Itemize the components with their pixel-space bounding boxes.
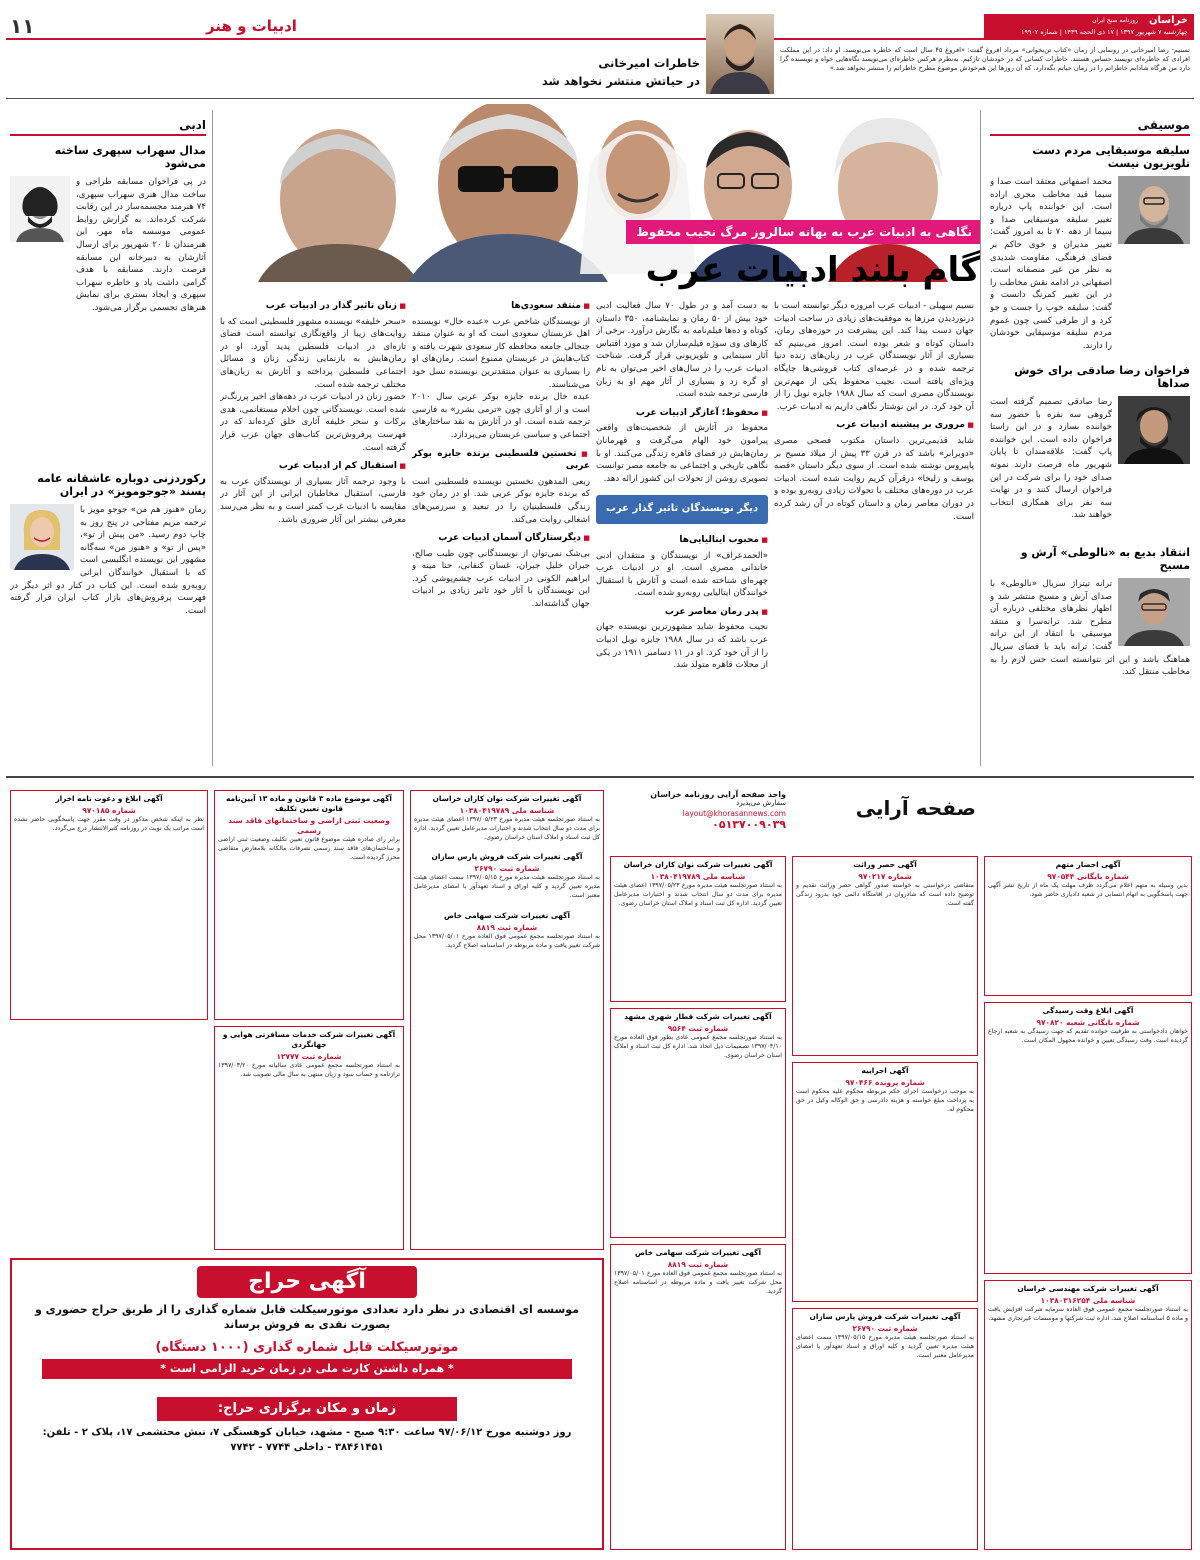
ad-box-1 [610,856,786,1002]
music-text-2: رضا صادقی تصمیم گرفته است گروهی سه نفره با حضور سه خواننده بسازد و در این راستا فراخوان داده است. این خواننده پاپ گفت: علاقه‌مندان تا پایان شهریور ماه فرصت دارند نمونه صدای خود را برای شرکت در این فراخوان ارسال کنند و در نهایت سه نفر برای همکاری انتخاب خواهند شد. [990,397,1112,521]
layout-section-title: صفحه آرایی [855,796,976,820]
divider [980,110,981,766]
subhead-reception: ■ استقبال کم از ادبیات عرب [220,460,406,473]
divider [212,110,213,766]
ad-number: شماره بایگانی شعبه ۹۷۰۸۲۰ [1036,1018,1140,1027]
logo-text: خراسان [1149,15,1188,26]
ad-body: به استناد صورتجلسه مجمع عمومی فوق العاده مورخ ۱۳۹۷/۰۵/۰۱ محل شرکت تغییر یافت و ماده مربوطه در اساسنامه اصلاح گردید. [414,932,600,949]
page-number: ۱۱ [10,14,35,38]
ad-title: آگهی تغییرات شرکت قطار شهری مشهد [624,1012,772,1021]
ad-title: آگهی تغییرات شرکت فروش پارس سازان [809,1312,961,1321]
ad-body: متقاضی درخواستی به خواسته صدور گواهی حصر وراثت تقدیم و توضیح داده است که شادروان در اقامتگاه دائمی خود بدرود زندگی گفته است. [796,882,974,907]
ad-title: آگهی تغییرات شرکت مهندسی خراسان [1017,1284,1159,1293]
ad-title: آگهی اجراییه [861,1066,909,1075]
article-col-2-text: به دست آمد و در طول ۷۰ سال فعالیت ادبی خود بیش از ۵۰ رمان و نمایشنامه، ۳۵۰ داستان کوتاه و ده‌ها فیلم‌نامه به نگارش درآورد. برخی از کارهای وی سوژه فیلم‌سازان شد و مورد اقتباس آثار سینمایی و تلویزیونی قرار گرفت. شناخت ادبیات عرب را در سال‌های اخیر می‌توان به نام او گره زد و بسیاری از آثار مهم او به زبان فارسی ترجمه شده است. [596,301,768,400]
layout-email[interactable]: layout@khorasannews.com [682,809,786,818]
esfahani-photo [1118,176,1190,244]
right-section-head: موسیقی [990,118,1190,136]
ad-box-5 [984,1002,1192,1274]
sepehri-photo [10,176,70,242]
divider [6,98,1194,99]
layout-contact-sub: سفارش می‌پذیرد [736,799,786,807]
ad-box-6 [214,790,404,1020]
ad-number: شماره پرونده ۹۷۰۴۶۶ [845,1078,925,1087]
ad-body: به استناد صورتجلسه مجمع عمومی فوق العاده سرمایه شرکت افزایش یافت و ماده ۵ اساسنامه اصلاح شد. اداره ثبت شرکتها و موسسات غیرتجاری مشهد. [988,1306,1188,1322]
music-text-1: محمد اصفهانی معتقد است صدا و سیما قید مخاطب مجری اراده است. این خواننده پاپ درباره تغییر سلیقه موسیقایی صدا و سیما از دهه ۷۰ تا به امروز گفت: تغییر مدیران و خوی حاکم بر فضای فرهنگی، مقاومت شدیدی به نظر من غیر منصفانه است. اصفهانی در ادامه نقش مخاطب را در این تغییر کمرنگ دانست و گفت: سلیقه خوب را جست و جو کرد و از طرفی کسی چون عموم مردم سلیقه موسیقایی خودشان را دارند. [990,177,1112,351]
ad-box-11 [10,790,208,1020]
ad-number: شماره ثبت ۹۵۶۴ [667,1024,729,1033]
auction-title: آگهی حراج [197,1266,417,1298]
subhead-father-text: نجیب محفوظ شاید مشهورترین نویسنده جهان عرب باشد که در سال ۱۹۸۸ جایزه نوبل ادبیات را از آن خود کرد. او در ۱۱ دسامبر ۱۹۱۱ در یکی از محلات قاهره متولد شد. [596,622,768,671]
left-section-head: ادبی [10,118,206,136]
right-column [990,118,1190,766]
ad-title: آگهی حصر وراثت [853,860,917,869]
subhead-reception-text: با وجود ترجمه آثار بسیاری از نویسندگان عرب به فارسی، استقبال مخاطبان ایرانی از این آثار در مقایسه با ادبیات غرب کمتر است و به نظر می‌رسد معرفی بیشتر این آثار ضروری باشد. [220,476,406,525]
auction-note: * همراه داشتن کارت ملی در زمان خرید الزامی است * [42,1359,572,1379]
auction-ad [10,1258,604,1550]
ad-box-filler [410,790,604,1250]
ad-title: آگهی احضار متهم [1055,860,1121,869]
ad-number: شناسه ملی ۱۰۳۸۰۴۱۹۷۸۹ [459,806,555,815]
feature-headline: گام بلند ادبیات عرب [645,250,980,290]
header-logo-box [984,14,1194,40]
subhead-italy: ■ محبوب ایتالیایی‌ها [596,534,768,547]
ad-body: به استناد صورتجلسه مجمع عمومی عادی سالیانه مورخ ۱۳۹۷/۰۳/۲۰ ترازنامه و حساب سود و زیان منتهی به سال مالی تصویب شد. [218,1062,400,1078]
article-col-4 [220,300,406,766]
ad-title: آگهی تغییرات شرکت فروش پارس سازان [431,852,583,862]
article-col-4-text: «سحر خلیفه» نویسنده مشهور فلسطینی است که با روایت‌های زیبا از واقع‌نگاری توانسته است فضای تازه‌ای در ادبیات فلسطین پدید آورد. او در رمان‌هایش به بازنمایی زندگی زنان و مسائل اجتماعی فلسطین پرداخته و آثارش به زبان‌های مختلف ترجمه شده است. [220,316,406,390]
divider [6,776,1194,778]
ad-body: به استناد صورتجلسه هیئت مدیره مورخ ۱۳۹۷/۰۵/۱۵ سمت اعضای هیئت مدیره تعیین گردید و کلیه اوراق و اسناد تعهدآور با امضای مدیرعامل معتبر است. [414,874,600,899]
ad-title: آگهی تغییرات شرکت خدمات مسافرتی هوایی و جهانگردی [222,1030,396,1049]
ad-body: به استناد صورتجلسه هیئت مدیره مورخ ۱۳۹۷/۰۵/۲۳ اعضای هیئت مدیره برای مدت دو سال انتخاب شدند و اختیارات مدیرعامل تعیین گردید. اداره کل ثبت اسناد و املاک استان خراسان رضوی. [614,882,782,907]
top-header [6,14,1194,40]
subhead-palestinian: ■ تخستین فلسطینی برنده جایزه بوکر عربی [412,448,590,473]
moyes-photo [10,504,74,570]
left-column [10,118,206,766]
ad-number: شماره ثبت ۸۸۱۹ [476,922,538,932]
music-title-3: انتقاد بدیع به «نالوطی» آرش و مسیح [1020,546,1190,572]
teaser-title-2: در حیاتش منتشر نخواهد شد [541,74,700,88]
ad-number: شماره ثبت ۸۸۱۹ [667,1260,729,1269]
layout-promo [610,790,976,850]
layout-contact: واحد صفحه آرایی روزنامه خراسان [650,790,786,799]
ad-title: آگهی ابلاغ وقت رسیدگی [1042,1006,1134,1015]
subhead-father: ■ پدر رمان معاصر عرب [596,606,768,619]
sadeghi-photo [1118,396,1190,464]
ad-body: نظر به اینکه شخص مذکور در وقت مقرر جهت پاسخگویی حاضر نشده است مراتب یک نوبت در روزنامه کثیرالانتشار درج می‌گردد. [14,816,204,832]
subhead-stars-text: بی‌شک نمی‌توان از نویسندگانی چون طیب صالح، جبران خلیل جبران، غسان کنفانی، حنا مینه و ابراهیم الکونی در ادبیات عرب چشم‌پوشی کرد. این نویسندگان با آثار خود تاثیر زیادی بر ادبیات جهان گذاشته‌اند. [412,548,590,610]
ad-number: شماره بایگانی ۹۷۰۵۴۴ [1047,872,1129,881]
ad-box-7 [214,1026,404,1250]
subhead-palestinian-text: ربعی المدهون نخستین نویسنده فلسطینی است که برنده جایزه بوکر عربی شد. او در رمان خود زندگی فلسطینیان را در تبعید و سرزمین‌های اشغالی روایت می‌کند. [412,476,590,525]
article-col-2 [596,300,768,766]
article-col-1 [774,300,974,766]
subhead-mahfouz: ■ محفوظ؛ آغازگر ادبیات عرب [596,407,768,420]
ad-number: شماره ثبت ۲۶۷۹۰ [852,1324,918,1333]
ad-body: به موجب درخواست اجرای حکم مربوطه محکوم علیه محکوم است به پرداخت مبلغ خواسته و هزینه دادرسی و حق الوکاله وکیل در حق محکوم له. [796,1088,974,1113]
literary-title-1: مدال سهراب سپهری ساخته می‌شود [54,144,206,170]
subhead-italy-text: «الحمدعراف» از نویسندگان و منتقدان ادبی خاندانی مصری است. او در ادبیات عرب چهره‌ای شناخته شده است و آثارش با استقبال خوانندگان ایتالیایی روبه‌رو شده است. [596,550,768,599]
auction-text: موسسه ای اقتصادی در نظر دارد تعدادی موتورسیکلت قابل شماره گذاری را از طریق حراج حضوری و بصورت نقدی به فروش برساند [34,1303,580,1331]
ad-box-9 [792,856,978,1056]
auction-place-title: زمان و مکان برگزاری حراج: [157,1397,457,1421]
literary-text-1: در پی فراخوان مسابقه طراحی و ساخت مدال هنری سهراب سپهری، ۷۴ هنرمند مجسمه‌ساز در این رقابت شرکت کرده‌اند. به گزارش روابط عمومی موسسه ماه مهر، این هنرمندان تا ۲۰ شهریور برای ارسال آثارشان به دبیرخانه این مسابقه فرصت دارند. مسابقه با هدف گرامی داشت یاد و خاطره سهراب سپهری و ایجاد بستری برای نمایش هنرهای تجسمی برگزار می‌شود. [76,177,206,313]
pull-quote: دیگر نویسندگان تاثیر گذار عرب [596,495,768,524]
ad-box-8 [792,1308,978,1550]
subhead-saudi: ■ منتقد سعودی‌ها [412,300,590,313]
literary-text-2: رمان «هنوز هم من» جوجو مویز با ترجمه مریم مفتاحی در پنج روز به چاپ دوم رسید. «من پیش از تو»، «پس از تو» و «هنوز من» سه‌گانه مشهور این نویسنده انگلیسی است که با استقبال خوانندگان ایرانی روبه‌رو شده است. این کتاب در کنار دو اثر دیگر در فهرست پرفروش‌های بازار کتاب ایران قرار گرفته است. [10,505,206,616]
auction-item: موتورسیکلت قابل شماره گذاری (۱۰۰۰ دستگاه) [155,1340,459,1355]
ad-title: آگهی ابلاغ و دعوت نامه اخراز [55,794,163,803]
subhead-history: ■ مروری بر پیشینه ادبیات عرب [774,419,974,432]
ad-box-2 [610,1008,786,1238]
ad-title: آگهی تغییرات شرکت نوان کاران خراسان [432,794,582,803]
ad-title: آگهی تغییرات شرکت سهامی خاص [443,910,571,920]
ad-number: شماره ثبت ۱۲۷۷۷ [276,1052,342,1061]
logo-sub: روزنامه صبح ایران [1092,17,1138,24]
ad-body: به استناد صورتجلسه هیئت مدیره مورخ ۱۳۹۷/۰۵/۱۵ سمت اعضای هیئت مدیره تعیین گردید و کلیه اوراق و اسناد تعهدآور با امضای مدیرعامل معتبر است. [796,1334,975,1359]
ad-title: آگهی تغییرات شرکت سهامی خاص [634,1248,762,1257]
ad-box-4 [984,856,1192,996]
article-col-3 [412,300,590,766]
auction-place-text: روز دوشنبه مورخ ۹۷/۰۶/۱۲ ساعت ۹:۳۰ صبح - مشهد، خیابان کوهسنگی ۷، نبش محتشمی ۱۷، پلاک ۲ - تلفن: ۳۸۴۶۱۴۵۱ - داخلی ۷۷۴۴ - ۷۷۴۲ [42,1427,572,1453]
subhead-women: ■ زنان تاثیر گذار در ادبیات عرب [220,300,406,313]
section-title: ادبیات و هنر [206,17,297,35]
subhead-stars: ■ دیگرستارگان آسمان ادبیات عرب [412,532,590,545]
ad-body: بدین وسیله به متهم اعلام می‌گردد ظرف مهلت یک ماه از تاریخ نشر آگهی جهت پاسخگویی به اتهام انتسابی در شعبه دادیاری حاضر شود. [988,882,1188,898]
music-title-2: فراخوان رضا صادقی برای خوش صداها [1014,364,1190,390]
subhead-women-text: حضور زنان در ادبیات عرب در دهه‌های اخیر پررنگ‌تر شده است. نویسندگانی چون احلام مستغانمی، هدی برکات و سحر خلیفه آثاری خلق کرده‌اند که در فهرست پرفروش‌ترین کتاب‌های جهان عرب قرار گرفته است. [220,392,406,453]
article-intro: نسیم سهیلی - ادبیات عرب امروزه دیگر توانسته است با درنوردیدن مرزها به موفقیت‌های زیادی در ساحت ادبیات جهان دست پیدا کند. این پیشرفت در حوزه‌های رمان، داستان کوتاه و شعر بوده است. امروز می‌بینیم که بسیاری از آثار نویسندگان عرب در زبان‌های زنده دنیا ترجمه شده و در عرصه‌ای کتاب فروشی‌ها جایگاه ویژه‌ای یافته است. نجیب محفوظ یکی از مهم‌ترین نویسندگان مصری است که سال ۱۹۸۸ جایزه نوبل را از آن خود کرد. در این نوشتار نگاهی داریم به ادبیات عرب. [774,301,974,412]
ad-title: آگهی موضوع ماده ۳ قانون و ماده ۱۳ آیین‌نامه قانون تعیین تکلیف [226,794,392,813]
subhead-saudi-text: عبده خال برنده جایزه بوکر عربی سال ۲۰۱۰ است و از او آثاری چون «ترمی بشرر» به فارسی ترجمه شده است. او در آثارش به نقد ساختارهای اجتماعی و سیاسی عربستان می‌پردازد. [412,392,590,440]
teaser-title-1: خاطرات امیرخانی [598,56,700,70]
music-text-3: ترانه تیتراژ سریال «نالوطی» با صدای آرش و مسیح منتشر شد و اظهار نظرهای مختلفی درباره آن مطرح شد. ترانه‌سرا و منتقد موسیقی با انتقاد از این ترانه گفت: ترانه باید با فضای سریال هماهنگ باشد و این اثر نتوانسته است حس لازم را به مخاطب منتقل کند. [990,579,1190,678]
article-col-3-text: از نویسندگان شاخص عرب «عبده خال» نویسنده اهل عربستان سعودی است که او به عنوان منتقد جنجالی جامعه محافظه کار سعودی شهرت یافته و کتاب‌هایش در عربستان ممنوع است. رمان‌های او را بسیاری به عنوان منتقدترین نویسنده نسل خود می‌شناسند. [412,316,590,390]
ad-number: شماره ۹۷۰۲۱۷ [858,872,912,881]
literary-title-2: رکوردزنی دوباره عاشقانه عامه پسند «جوجومویز» در ایران [37,472,206,498]
ad-box-12 [984,1280,1192,1550]
ad-number: شماره ثبت ۲۶۷۹۰ [474,864,540,874]
ad-box-10 [792,1062,978,1302]
ad-box-3 [610,1244,786,1550]
critic-photo [1118,578,1190,646]
ad-number: شناسه ملی ۱۰۳۸۰۴۱۹۷۸۹ [650,872,746,881]
ad-title: آگهی تغییرات شرکت نوان کاران خراسان [623,860,773,869]
ad-number: شناسه ملی ۱۰۳۸۰۳۱۶۲۵۴ [1040,1296,1136,1305]
ad-body: برابر رای صادره هیئت موضوع قانون تعیین تکلیف وضعیت ثبتی اراضی و ساختمان‌های فاقد سند رسمی تصرفات مالکانه بلامعارض متقاضی محرز گردیده است. [218,836,400,861]
layout-phone[interactable]: ۰۵۱۳۷۰۰۹۰۳۹ [712,818,786,831]
ad-number: شماره ۹۷۰۱۸۵ [82,806,136,815]
ad-body: به استناد صورتجلسه هیئت مدیره مورخ ۱۳۹۷/۰۵/۲۳ اعضای هیئت مدیره برای مدت دو سال انتخاب شدند و اختیارات مدیرعامل تعیین گردید. اداره کل ثبت اسناد و املاک استان خراسان رضوی. [414,816,600,841]
music-title-1: سلیقه موسیقایی مردم دست تلویزیون نیست [1032,144,1190,170]
teaser-text: تسنیم- رضا امیرخانی در رونمایی از رمان «کتابِ تن‌بخوانی» مرداد افروغ گفت: «افروغ ۴۵ سال است که خاطره می‌نویسد. او داد: در این مملکت افرادی که خاطره‌ای نویسند حساس هستند. خاطرات کسانی که در خودشان تازکیم. به‌نظرم هرکس خاطره‌ای می‌نویسد نگاه‌هایی خواه و نویسنده گرا دارد من هرگاه شادابم خاطراتم را در زمان حیاتم نگه‌دارد. که آن روزها این هم‌خودش موضوع مطرح خاطراتم را منتشر نخواهد شد.» [780,46,1190,73]
ad-body: به استناد صورتجلسه مجمع عمومی فوق العاده مورخ ۱۳۹۷/۰۵/۰۱ محل شرکت تغییر یافت و ماده مربوطه در اساسنامه اصلاح گردید. [614,1270,782,1295]
teaser-portrait [706,14,774,94]
ad-number: وضعیت ثبتی اراضی و ساختمانهای فاقد سند رسمی [228,816,390,835]
subhead-history-text: شاید قدیمی‌ترین داستان مکتوب فصحی مصری «دوبرابر» باشد که در قرن ۳۳ پیش از میلاد مسیح بر پاپیروس نوشته شده است. از سوی دیگر داستان «قصه یوسف و زلیخا» درقرآن کریم روایت شده است. ادبیات عرب در دوره‌های مختلف با تحولات زیادی روبه‌رو بوده و در دوران معاصر رمان و داستان کوتاه در آن رشد کرده است. [774,435,974,522]
subhead-mahfouz-text: محفوظ در آثارش از شخصیت‌های واقعی پیرامون خود الهام می‌گرفت و قهرمانان رمان‌هایش در فضای قاهره زندگی می‌کنند. او با نگاهی تاریخی و اجتماعی به جامعه مصر توانست تصویری روشن از تحولات این کشور ارائه دهد. [596,423,768,484]
ad-body: خواهان دادخواستی به طرفیت خوانده تقدیم که جهت رسیدگی به شعبه ارجاع گردیده است. وقت رسیدگی تعیین و خوانده مجهول المکان است. [988,1028,1188,1044]
ad-body: به استناد صورتجلسه مجمع عمومی عادی بطور فوق العاده مورخ ۱۳۹۷/۰۴/۱۰ تصمیمات ذیل اتخاذ شد. اداره کل ثبت اسناد و املاک استان خراسان رضوی. [614,1034,782,1059]
feature-kicker: نگاهی به ادبیات عرب به بهانه سالروز مرگ نجیب محفوظ [626,220,980,244]
date-line: چهارشنبه ۷ شهریور ۱۳۹۷ | ۱۷ ذی الحجه ۱۴۳۹ | شماره ۱۹۹۰۲ [1021,28,1188,36]
